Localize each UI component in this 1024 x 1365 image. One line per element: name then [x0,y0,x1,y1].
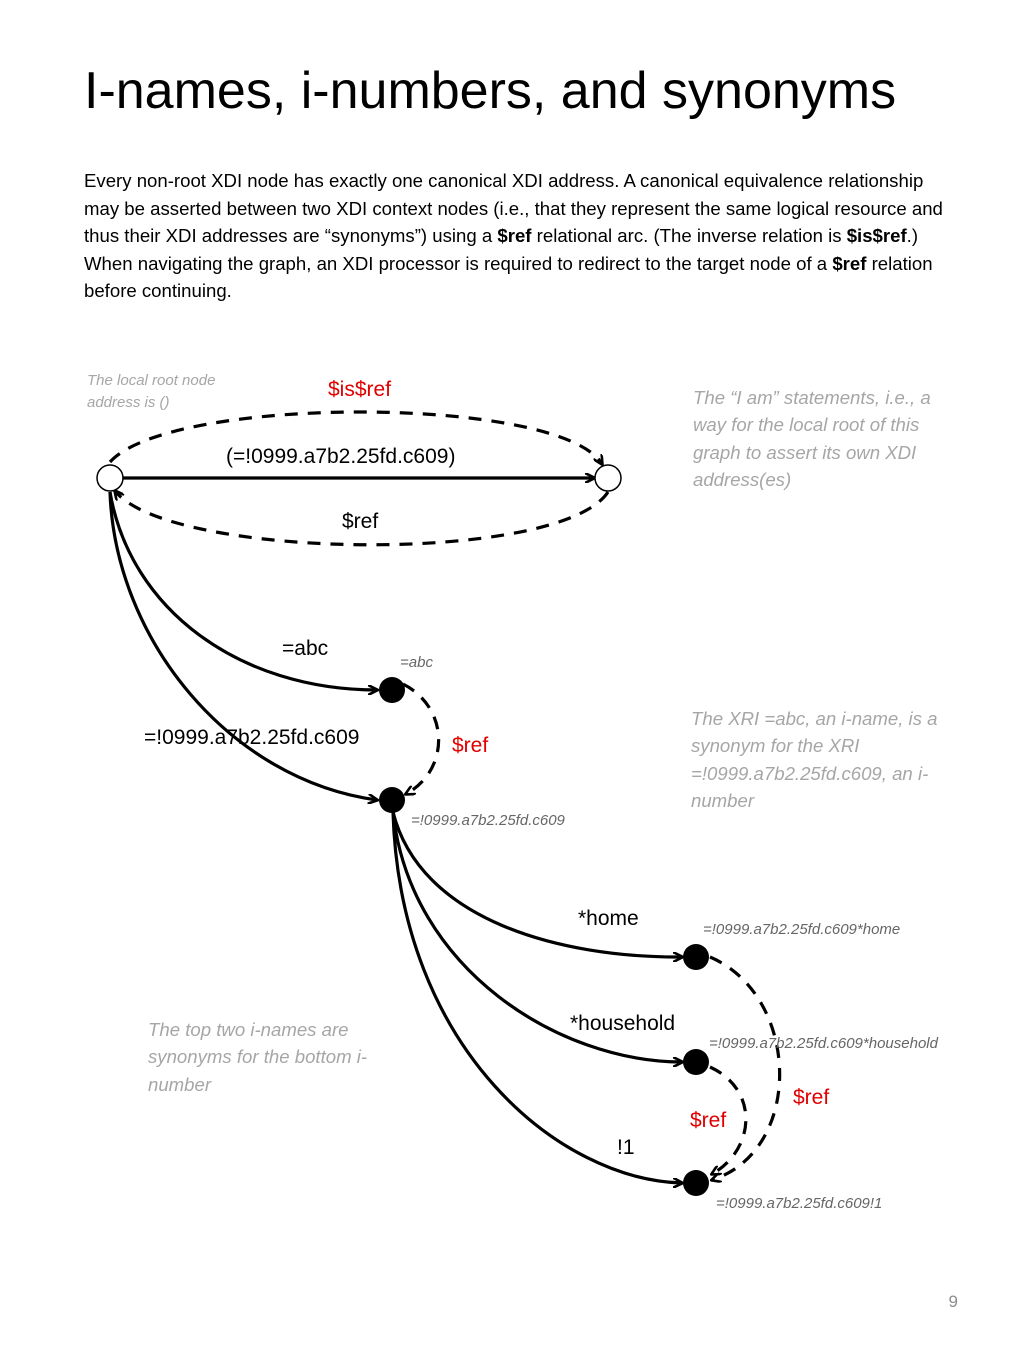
page-number: 9 [948,1292,958,1311]
household-arc-label: *household [570,1012,676,1035]
abc-arc-label: =abc [282,637,329,660]
root-self-label: (=!0999.a7b2.25fd.c609) [226,445,456,468]
root-address-note: The local root node address is () [87,372,216,411]
one-arc-label: !1 [617,1136,635,1159]
abc-node [379,677,405,703]
abc-node-label: =abc [400,654,433,671]
ref-household-label: $ref [690,1109,727,1132]
ref-home-label: $ref [793,1086,830,1109]
ref-keyword-2: $ref [832,252,867,274]
inumber-arc [110,492,377,800]
xri-synonym-note: The XRI =abc, an i-name, is a synonym for the XRI =!0999.a7b2.25fd.c609, an i-number [691,708,938,812]
slide-title: I-names, i-numbers, and synonyms [84,62,897,120]
inumber-node-label: =!0999.a7b2.25fd.c609 [411,812,565,829]
home-arc [393,812,682,957]
abc-arc [110,492,377,690]
ref-home-arc [710,957,780,1180]
inumber-arc-label: =!0999.a7b2.25fd.c609 [144,726,360,749]
household-node-label: =!0999.a7b2.25fd.c609*household [709,1035,938,1052]
home-node-label: =!0999.a7b2.25fd.c609*home [703,921,901,938]
ref-keyword: $ref [497,225,532,246]
home-arc-label: *home [578,907,639,930]
is-ref-keyword: $is$ref [846,225,907,246]
ref-abc-arc [403,684,439,794]
root-self-node [595,465,621,491]
body-text-1: Every non-root XDI node has exactly one canonical XDI address. A canonical equivalence relationship may be asserted between two XDI context nodes (i.e., that they represent the same logical resource and thus their XDI addresses are “synonyms”) using a [84,170,943,246]
body-text-3: .) When navigating the graph, an XDI processor is required to redirect to the target node of a [84,225,919,274]
is-ref-label: $is$ref [328,378,392,401]
ref-root-label: $ref [342,510,379,533]
top-two-note: The top two i-names are synonyms for the bottom i-number [148,1019,368,1095]
one-node [683,1170,709,1196]
home-node [683,944,709,970]
i-am-note: The “I am” statements, i.e., a way for the local root of this graph to assert its own XDI address(es) [693,387,931,491]
root-node [97,465,123,491]
household-node [683,1049,709,1075]
body-text-2: relational arc. (The inverse relation is [531,225,847,246]
inumber-node [379,787,405,813]
one-arc [393,812,682,1183]
body-text-4: relation before continuing. [84,252,933,301]
ref-abc-label: $ref [452,734,489,757]
one-node-label: =!0999.a7b2.25fd.c609!1 [716,1195,883,1212]
